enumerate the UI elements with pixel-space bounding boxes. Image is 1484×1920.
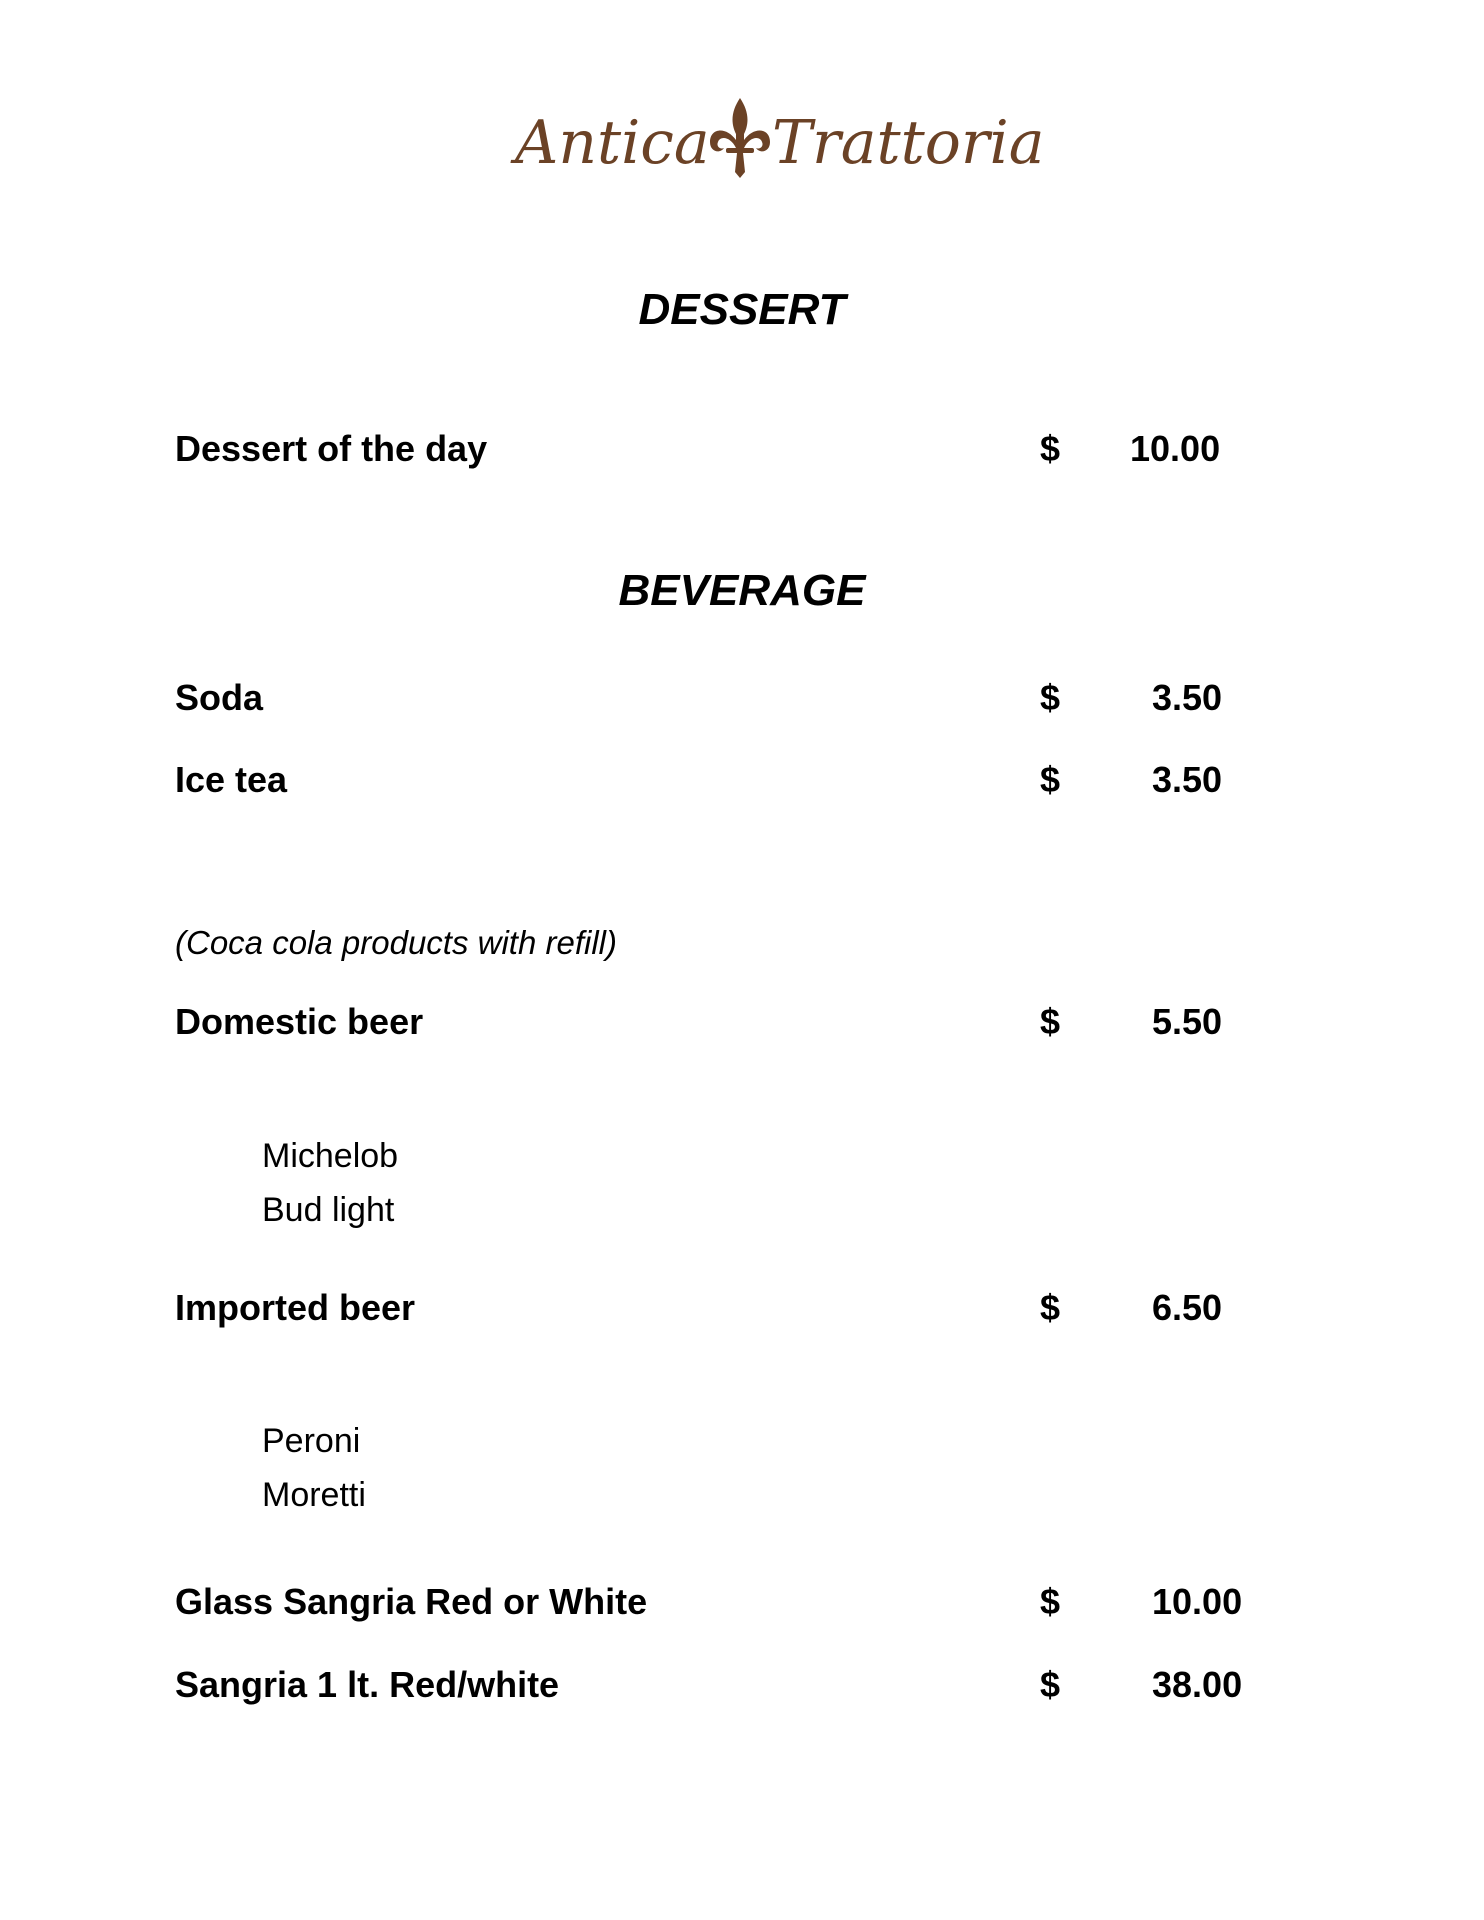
menu-item-price: 10.00 bbox=[1130, 428, 1221, 469]
menu-item-price: 6.50 bbox=[1152, 1287, 1223, 1328]
menu-item-name: Glass Sangria Red or White bbox=[175, 1581, 648, 1622]
currency-symbol: $ bbox=[1040, 677, 1061, 718]
menu-item-price: 3.50 bbox=[1152, 677, 1223, 718]
menu-item-price: 38.00 bbox=[1152, 1664, 1243, 1705]
logo-graphic bbox=[510, 85, 1045, 195]
currency-symbol: $ bbox=[1040, 1287, 1061, 1328]
beer-option: Bud light bbox=[262, 1191, 395, 1229]
beer-option: Peroni bbox=[262, 1422, 361, 1460]
currency-symbol: $ bbox=[1040, 759, 1061, 800]
restaurant-logo bbox=[510, 85, 1045, 195]
menu-item-name: Ice tea bbox=[175, 759, 288, 800]
fleur-de-lis-icon bbox=[710, 98, 770, 178]
svg-text:Antica: Antica bbox=[515, 108, 710, 178]
soda-note: (Coca cola products with refill) bbox=[175, 924, 617, 961]
currency-symbol: $ bbox=[1040, 1664, 1061, 1705]
menu-item-name: Dessert of the day bbox=[175, 428, 488, 469]
currency-symbol: $ bbox=[1040, 1581, 1061, 1622]
svg-text:Trattoria: Trattoria bbox=[772, 108, 1045, 178]
menu-item-price: 5.50 bbox=[1152, 1001, 1223, 1042]
beer-option: Michelob bbox=[262, 1137, 399, 1175]
beer-option: Moretti bbox=[262, 1476, 366, 1514]
menu-item-name: Domestic beer bbox=[175, 1001, 424, 1042]
menu-item-name: Imported beer bbox=[175, 1287, 416, 1328]
currency-symbol: $ bbox=[1040, 1001, 1061, 1042]
menu-item-price: 10.00 bbox=[1152, 1581, 1243, 1622]
menu-item-price: 3.50 bbox=[1152, 759, 1223, 800]
section-heading-dessert: DESSERT bbox=[638, 285, 846, 334]
currency-symbol: $ bbox=[1040, 428, 1061, 469]
section-heading-beverage: BEVERAGE bbox=[618, 566, 866, 615]
menu-item-name: Sangria 1 lt. Red/white bbox=[175, 1664, 560, 1705]
menu-item-name: Soda bbox=[175, 677, 264, 718]
